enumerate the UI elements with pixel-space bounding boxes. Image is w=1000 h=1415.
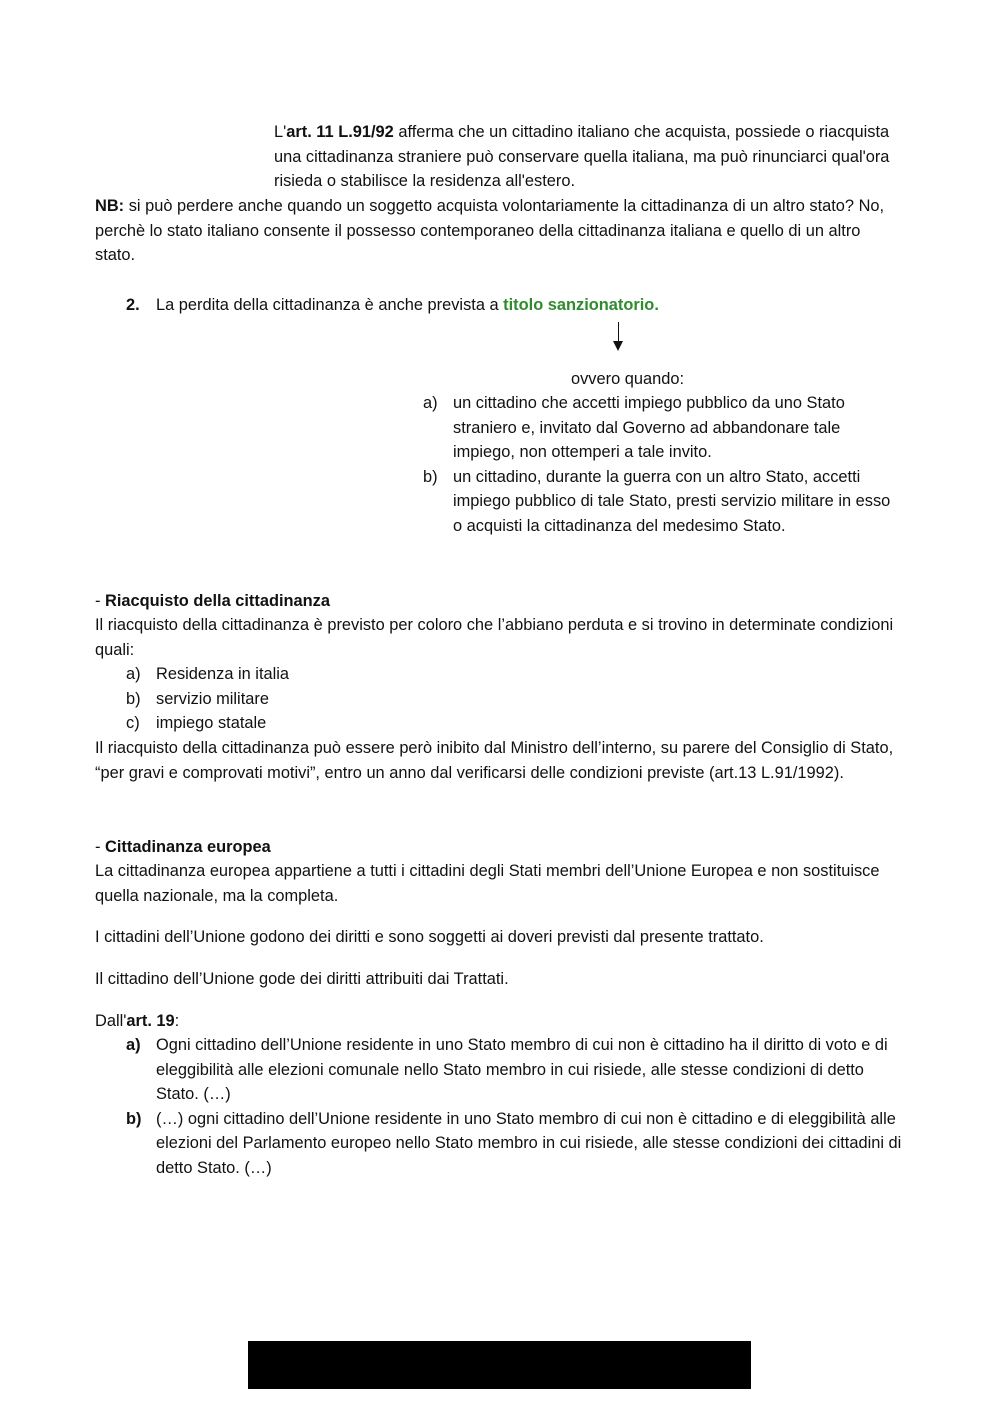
list-item-text: servizio militare [156,689,269,708]
heading-dash: - [95,838,106,856]
article-ref: art. 11 L.91/92 [286,123,394,141]
riacquisto-intro: Il riacquisto della cittadinanza è previsto per coloro che l’abbiano perduta e si trovino in determinate condizioni quali: [95,616,894,659]
sanction-lead: ovvero quando: [571,370,684,388]
list-item [126,1107,904,1181]
article-pre: Dall' [95,1012,127,1030]
list-item-text: (…) ogni cittadino dell’Unione residente in uno Stato membro di cui non è cittadino e di eleggibilità alle elezioni del Parlamento europeo nello Stato membro in cui risiede, alle stesse condizioni dei cittadini di detto Stato. (…) [156,1109,902,1177]
list-marker: b) [423,467,438,486]
point-2-highlight: titolo sanzionatorio. [503,296,659,314]
sanction-list [423,391,903,539]
list-item [423,391,903,465]
section-heading-europea [95,835,905,860]
list-marker: a) [423,394,438,412]
list-marker: b) [126,1109,142,1128]
article-19-intro [95,1009,905,1034]
article-19-list [126,1033,904,1181]
down-arrow-shaft [618,322,619,342]
riacquisto-list [126,662,826,736]
article-post: : [174,1012,180,1030]
list-item [126,662,826,687]
intro-paragraph [274,120,899,194]
list-marker: c) [126,714,140,733]
intro-text-start: L' [274,123,287,141]
nb-text: si può perdere anche quando un soggetto acquista volontariamente la cittadinanza di un altro stato? No, perchè lo stato italiano consente il possesso contemporaneo della cittadinanza italiana e quello di un altro stato. [95,197,885,265]
section-heading-riacquisto [95,589,905,614]
heading-text: Cittadinanza europea [105,838,271,856]
list-item-text: impiego statale [156,714,267,733]
list-item [126,1033,904,1107]
list-item-text: un cittadino, durante la guerra con un altro Stato, accetti impiego pubblico di tale Stato, presti servizio militare in esso o acquisti la cittadinanza del medesimo Stato. [453,467,891,535]
list-marker: a) [126,1036,141,1054]
nb-paragraph [95,194,905,268]
list-item [423,465,903,539]
europea-paragraph-1: La cittadinanza europea appartiene a tutti i cittadini degli Stati membri dell’Unione Europea e non sostituisce quella nazionale, ma la completa. [95,862,880,905]
article-ref: art. 19 [126,1012,175,1030]
list-item-text: Ogni cittadino dell’Unione residente in uno Stato membro di cui non è cittadino ha il diritto di voto e di eleggibilità alle elezioni comunale nello Stato membro in cui risiede, alle stesse condizioni di detto Stato. (…) [156,1036,888,1104]
list-marker: a) [126,665,141,683]
europea-paragraph-2: I cittadini dell’Unione godono dei diritti e sono soggetti ai doveri previsti dal presente trattato. [95,928,764,946]
redaction-bar [248,1341,751,1389]
europea-paragraph-3: Il cittadino dell’Unione gode dei diritti attribuiti dai Trattati. [95,970,509,988]
point-2-number: 2. [126,296,140,314]
down-arrow-icon [613,341,623,351]
intro-text-end: afferma che un cittadino italiano che acquista, possiede o riacquista una cittadinanza straniere può conservare quella italiana, ma può rinunciarci qual'ora risieda o stabilisce la residenza all'estero. [274,123,890,191]
point-2 [126,293,906,318]
point-2-text: La perdita della cittadinanza è anche prevista a [156,296,504,314]
list-marker: b) [126,689,141,708]
list-item-text: Residenza in italia [156,665,290,683]
list-item [126,687,826,712]
heading-text: Riacquisto della cittadinanza [105,592,330,610]
list-item [126,711,826,736]
riacquisto-outro: Il riacquisto della cittadinanza può essere però inibito dal Ministro dell’interno, su parere del Consiglio di Stato, “per gravi e comprovati motivi”, entro un anno dal verificarsi delle condizioni previste (art.13 L.91/1992). [95,739,894,782]
heading-dash: - [95,592,106,610]
nb-label: NB: [95,197,125,215]
list-item-text: un cittadino che accetti impiego pubblico da uno Stato straniero e, invitato dal Governo ad abbandonare tale impiego, non ottemperi a tale invito. [453,394,845,462]
